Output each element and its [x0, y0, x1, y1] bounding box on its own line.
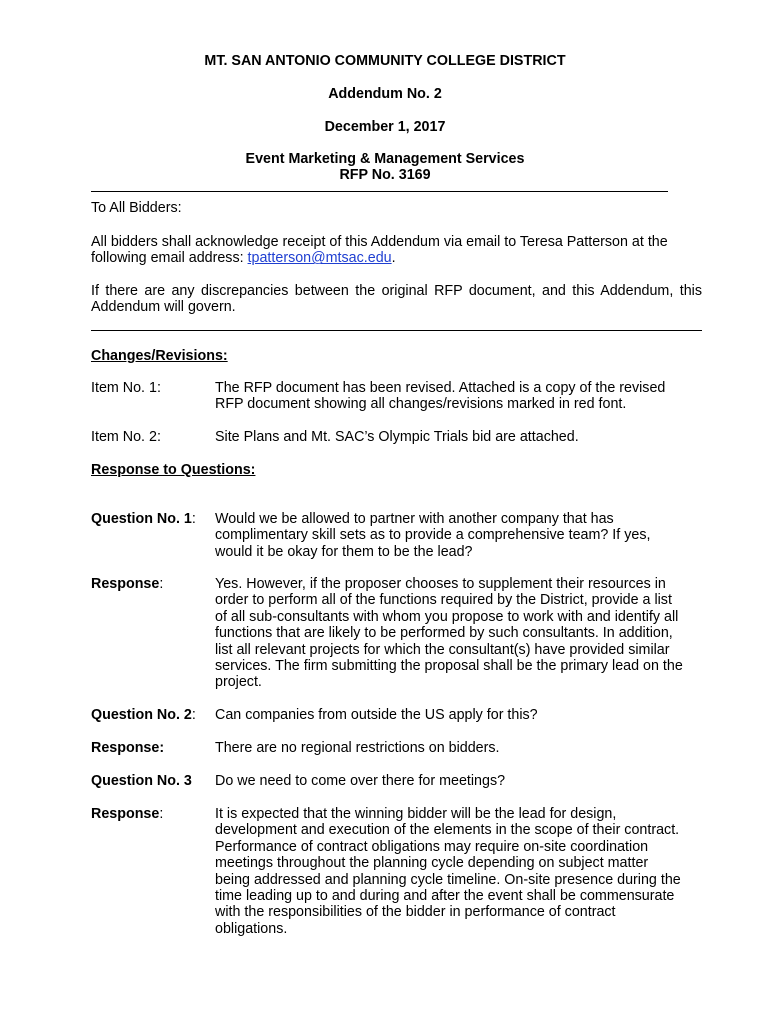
- response-text: There are no regional restrictions on bidders.: [215, 740, 500, 756]
- item-text: The RFP document has been revised. Attached is a copy of the revised RFP document showing all changes/revisions marked in red font.: [215, 380, 666, 413]
- question-text: Can companies from outside the US apply for this?: [215, 707, 538, 723]
- question-text: Do we need to come over there for meetings?: [215, 773, 506, 789]
- changes-heading: Changes/Revisions:: [91, 348, 228, 364]
- question-label: Question No. 1:: [91, 511, 196, 527]
- salutation: To All Bidders:: [91, 200, 182, 216]
- item-label: Item No. 1:: [91, 380, 161, 396]
- district-title: MT. SAN ANTONIO COMMUNITY COLLEGE DISTRICT: [204, 53, 566, 69]
- discrepancies-paragraph: If there are any discrepancies between the original RFP document, and this Addendum, this Addendum will govern.: [91, 283, 702, 316]
- response-label: Response:: [91, 576, 164, 592]
- email-link[interactable]: tpatterson@mtsac.edu: [247, 250, 392, 267]
- response-text: It is expected that the winning bidder will be the lead for design, development and execution of the elements in the scope of their contract. Performance of contract obligations may require on-site coordination meetings throughout the planning cycle depending on subject matter being addressed and planning cycle timeline. On-site presence during the time leading up to and during and after the event shall be commensurate with the responsibilities of the bidder in performance of contract obligations.: [215, 806, 681, 937]
- header-divider: [91, 191, 668, 192]
- item-label: Item No. 2:: [91, 429, 161, 445]
- acknowledge-end: .: [391, 250, 396, 267]
- addendum-date: December 1, 2017: [324, 119, 446, 135]
- addendum-number: Addendum No. 2: [328, 86, 442, 102]
- response-label: Response:: [91, 740, 165, 756]
- question-label: Question No. 3: [91, 773, 192, 789]
- acknowledge-paragraph: [91, 234, 702, 267]
- response-label: Response:: [91, 806, 164, 822]
- item-text: Site Plans and Mt. SAC’s Olympic Trials bid are attached.: [215, 429, 579, 445]
- service-title: Event Marketing & Management Services: [245, 151, 525, 167]
- question-text: Would we be allowed to partner with another company that has complimentary skill sets as to provide a comprehensive team? If yes, would it be okay for them to be the lead?: [215, 511, 651, 560]
- rfp-number: RFP No. 3169: [339, 167, 431, 183]
- question-label: Question No. 2:: [91, 707, 196, 723]
- responses-heading: Response to Questions:: [91, 462, 256, 478]
- intro-divider: [91, 330, 702, 331]
- response-text: Yes. However, if the proposer chooses to supplement their resources in order to perform all of the functions required by the District, provide a list of all sub-consultants with whom you propose to work with and identify all functions that are likely to be performed by such consultants. In addition, list all relevant projects for which the consultant(s) have provided similar services. The firm submitting the proposal shall be the primary lead on the project.: [215, 576, 683, 691]
- acknowledge-text: All bidders shall acknowledge receipt of this Addendum via email to Teresa Patterson at the following email address:: [91, 234, 668, 267]
